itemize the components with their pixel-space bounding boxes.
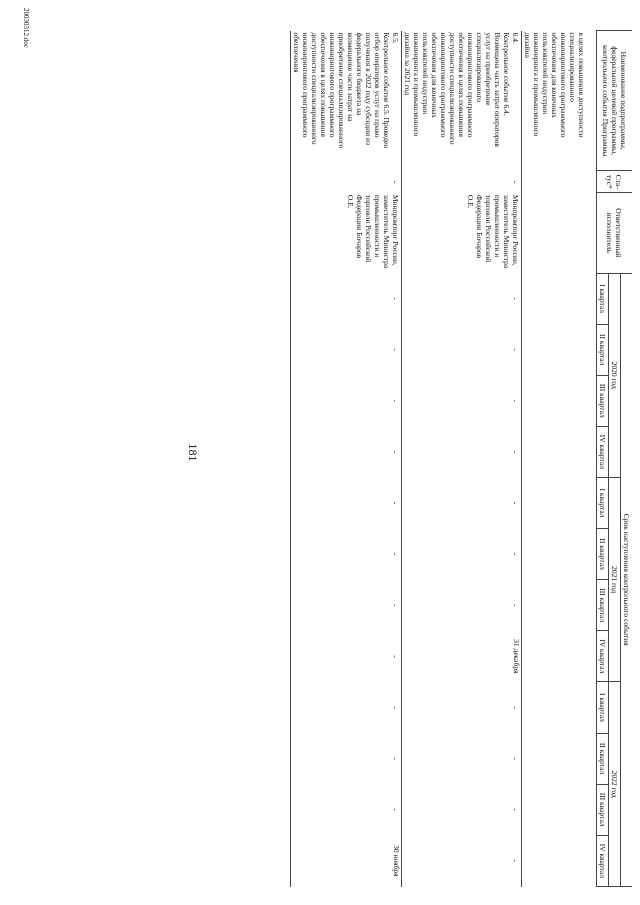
table-row — [402, 31, 522, 887]
row-name-cell: 6.4.Контрольное событие 6.4. Возмещена часть затрат операторов услуг на приобретение специализированного инжинирингового программного обеспечения в целях повышения доступности специализированного инжинирингового программного обеспечения для конечных пользователей индустрии инжиниринга и промышленного дизайна за 2021 год — [402, 31, 522, 171]
row-deadline-cell: 31 декабря — [402, 631, 522, 682]
row-deadline-cell: - — [402, 682, 522, 733]
header-quarter: I квартал — [597, 477, 609, 528]
header-year-2020: 2020 год — [609, 273, 621, 477]
row-deadline-cell: - — [291, 682, 402, 733]
table-row — [522, 31, 597, 887]
header-executor: Ответственный исполнитель — [597, 193, 633, 273]
row-name-cell: 6.5.Контрольное событие 6.5. Проведен отбор операторов услуг на право получения в 2022 году субсидии из федерального бюджета на возмещение части затрат на приобретение специализированного инжинирингового программного обеспечения в целях повышения доступности специализированного инжинирингового программного обеспечения — [291, 31, 402, 171]
row-deadline-cell: - — [291, 426, 402, 477]
header-status: Ста-тус* — [597, 171, 633, 193]
header-year-2021: 2021 год — [609, 477, 621, 681]
row-deadline-cell: - — [291, 477, 402, 528]
header-quarter: I квартал — [597, 682, 609, 733]
row-deadline-cell — [522, 580, 597, 631]
row-deadline-cell — [522, 631, 597, 682]
header-name: Наименование подпрограммы, федеральной целевой программы, контрольного события Программы — [597, 31, 633, 171]
header-quarter: III квартал — [597, 375, 609, 426]
row-deadline-cell: - — [402, 580, 522, 631]
table-row — [291, 31, 402, 887]
page-number: 181 — [186, 443, 200, 462]
row-deadline-cell: - — [402, 273, 522, 324]
row-deadline-cell — [522, 426, 597, 477]
header-year-2022: 2022 год — [609, 682, 621, 887]
row-executor: Минпромторг России, заместитель Министра промышленности и торговли Российской Федерации Бочаров О.Е. — [402, 193, 522, 273]
deadline-table — [290, 30, 632, 887]
row-deadline-cell — [522, 835, 597, 886]
row-deadline-cell — [522, 733, 597, 784]
row-name-cell: в целях повышения доступности специализированного инжинирингового программного обеспечения для конечных пользователей индустрии инжиниринга и промышленного дизайна — [522, 31, 597, 171]
row-deadline-cell: - — [402, 835, 522, 886]
row-deadline-cell: - — [291, 580, 402, 631]
header-quarter: I квартал — [597, 273, 609, 324]
header-deadline-group: Срок наступления контрольного события — [621, 273, 633, 886]
row-deadline-cell — [522, 784, 597, 835]
header-quarter: III квартал — [597, 784, 609, 835]
row-deadline-cell: - — [291, 324, 402, 375]
document-id: 20030312.doc — [22, 8, 30, 48]
header-quarter: III квартал — [597, 580, 609, 631]
header-quarter: IV квартал — [597, 631, 609, 682]
header-quarter: IV квартал — [597, 426, 609, 477]
row-executor: Минпромторг России, заместитель Министра промышленности и торговли Российской Федерации Бочаров О.Е. — [291, 193, 402, 273]
header-quarter: II квартал — [597, 733, 609, 784]
row-status — [522, 171, 597, 193]
row-deadline-cell: - — [402, 375, 522, 426]
row-status: - — [402, 171, 522, 193]
row-executor — [522, 193, 597, 273]
row-deadline-cell — [522, 375, 597, 426]
row-deadline-cell: - — [291, 273, 402, 324]
row-deadline-cell: - — [291, 375, 402, 426]
header-quarter: IV квартал — [597, 835, 609, 886]
row-deadline-cell: 30 ноября — [291, 835, 402, 886]
header-quarter: II квартал — [597, 324, 609, 375]
row-deadline-cell: - — [402, 324, 522, 375]
row-deadline-cell — [522, 273, 597, 324]
row-deadline-cell: - — [291, 631, 402, 682]
row-deadline-cell: - — [291, 784, 402, 835]
row-deadline-cell — [522, 529, 597, 580]
row-deadline-cell: - — [402, 426, 522, 477]
row-deadline-cell: - — [402, 784, 522, 835]
row-deadline-cell — [522, 324, 597, 375]
row-status: - — [291, 171, 402, 193]
row-deadline-cell — [522, 682, 597, 733]
row-deadline-cell: - — [291, 529, 402, 580]
row-deadline-cell — [522, 477, 597, 528]
row-deadline-cell: - — [291, 733, 402, 784]
row-deadline-cell: - — [402, 529, 522, 580]
row-deadline-cell: - — [402, 733, 522, 784]
row-deadline-cell: - — [402, 477, 522, 528]
header-quarter: II квартал — [597, 529, 609, 580]
